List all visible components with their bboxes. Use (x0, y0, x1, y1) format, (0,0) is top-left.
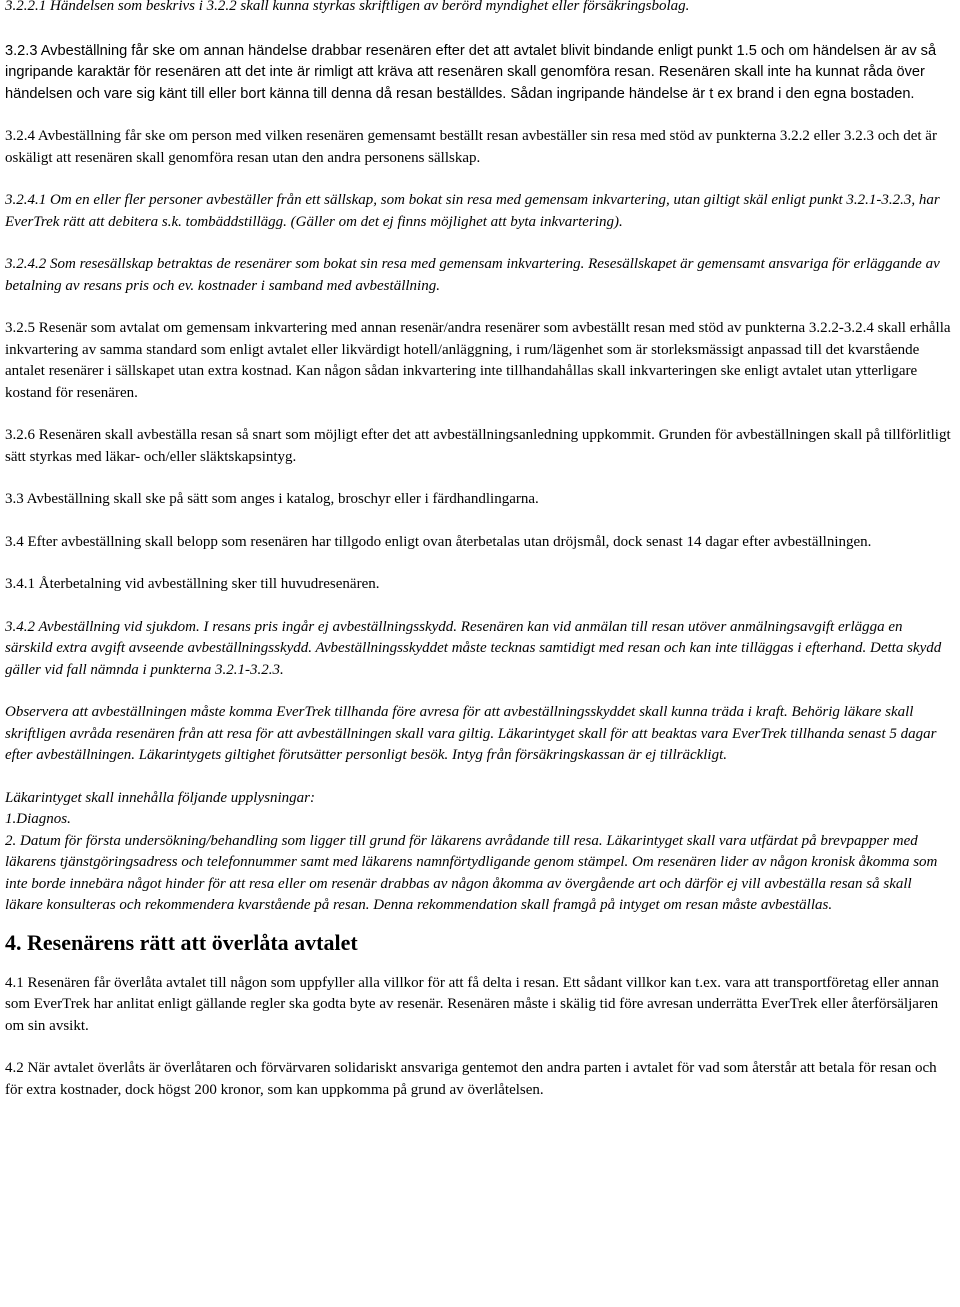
section-heading-4: 4. Resenärens rätt att överlåta avtalet (5, 929, 358, 955)
paragraph-3-4: 3.4 Efter avbeställning skall belopp som resenären har tillgodo enligt ovan återbetalas utan dröjsmål, dock senast 14 dagar efter avbeställningen. (5, 533, 872, 550)
lakarintyg-item-1: 1.Diagnos. (5, 811, 71, 827)
paragraph-4-2: 4.2 När avtalet överlåts är överlåtaren och förvärvaren solidariskt ansvariga gentemot den andra parten i avtalet för vad som återstår att betala för resan och för extra kostnader, dock högst 200 kronor, som kan uppkomma på grund av överlåtelsen. (5, 1060, 937, 1098)
paragraph-3-4-2: 3.4.2 Avbeställning vid sjukdom. I resans pris ingår ej avbeställningsskydd. Resenären kan vid anmälan till resan utöver anmälningsavgift erlägga en särskild extra avgift avseende avbeställningsskydd. Avbeställningsskyddet måste tecknas samtidigt med resan och kan inte tilläggas i efterhand. Detta skydd gäller vid fall nämnda i punkterna 3.2.1-3.2.3. (5, 618, 942, 678)
paragraph-3-3: 3.3 Avbeställning skall ske på sätt som anges i katalog, broschyr eller i färdhandlingarna. (5, 491, 539, 507)
paragraph-3-2-2-1: 3.2.2.1 Händelsen som beskrivs i 3.2.2 skall kunna styrkas skriftligen av berörd myndighet eller försäkringsbolag. (5, 0, 690, 14)
lakarintyg-intro: Läkarintyget skall innehålla följande upplysningar: (5, 789, 315, 806)
paragraph-3-2-4: 3.2.4 Avbeställning får ske om person med vilken resenären gemensamt beställt resan avbeställer sin resa med stöd av punkterna 3.2.2 eller 3.2.3 och det är oskäligt att resenären skall genomföra resan utan den andra personens sällskap. (5, 128, 937, 166)
lakarintyg-block (5, 788, 953, 917)
paragraph-4-1: 4.1 Resenären får överlåta avtalet till någon som uppfyller alla villkor för att få delta i resan. Ett sådant villkor kan t.ex. vara att transportföretag eller annan som EverTrek har anlitat enligt gällande regler ska godta byte av resenär. Resenären måste i skälig tid före avresan underrätta EverTrek eller återförsäljaren om sin avsikt. (5, 974, 939, 1034)
paragraph-3-4-1: 3.4.1 Återbetalning vid avbeställning sker till huvudresenären. (5, 576, 380, 592)
paragraph-3-2-4-2: 3.2.4.2 Som resesällskap betraktas de resenärer som bokat sin resa med gemensam inkvartering. Resesällskapet är gemensamt ansvariga för erläggande av betalning av resans pris och ev. kostnader i samband med avbeställning. (5, 256, 940, 294)
paragraph-3-2-6: 3.2.6 Resenären skall avbeställa resan så snart som möjligt efter det att avbeställningsanledning uppkommit. Grunden för avbeställningen skall på tillförlitligt sätt styrkas med läkar- och/eller släktskapsintyg. (5, 427, 951, 465)
paragraph-3-2-5: 3.2.5 Resenär som avtalat om gemensam inkvartering med annan resenär/andra resenärer som avbeställt resan med stöd av punkterna 3.2.2-3.2.4 skall erhålla inkvartering av samma standard som enligt avtalet eller likvärdigt hotell/anläggning, i rum/lägenhet som är storleksmässigt anpassad till det kvarstående antalet resenärer i sällskapet utan extra kostnad. Kan någon sådan inkvartering inte tillhandahållas skall inkvarteringen ske enligt avtalet utan ytterligare kostand för resenären. (5, 320, 951, 401)
paragraph-3-2-3: 3.2.3 Avbeställning får ske om annan händelse drabbar resenären efter det att avtalet blivit bindande enligt punkt 1.5 och om händelsen är av så ingripande karaktär för resenären att det inte är rimligt att kräva att resenären skall genomföra resan. Resenären skall inte ha kunnat råda över händelsen och vare sig känt till eller bort känna till denna då resan beställdes. Sådan ingripande händelse är t ex brand i den egna bostaden. (5, 42, 937, 102)
paragraph-3-2-4-1: 3.2.4.1 Om en eller fler personer avbeställer från ett sällskap, som bokat sin resa med gemensam inkvartering, utan giltigt skäl enligt punkt 3.2.1-3.2.3, har EverTrek rätt att debitera s.k. tombäddstillägg. (Gäller om det ej finns möjlighet att byta inkvartering). (5, 192, 940, 230)
paragraph-observera: Observera att avbeställningen måste komma EverTrek tillhanda före avresa för att avbeställningsskyddet skall kunna träda i kraft. Behörig läkare skall skriftligen avråda resenären från att resa för att avbeställningen skall vara giltig. Läkarintyget skall för att beaktas vara EverTrek tillhanda senast 5 dagar efter avbeställningen. Läkarintygets giltighet förutsätter personligt besök. Intyg från försäkringskassan är ej tillräckligt. (5, 704, 937, 763)
lakarintyg-item-2: 2. Datum för första undersökning/behandling som ligger till grund för läkarens avrådande till resa. Läkarintyget skall vara utfärdat på brevpapper med läkarens tjänstgöringsadress och telefonnummer samt med läkarens namnförtydligande genom stämpel. Om resenären lider av någon kronisk åkomma som inte borde innebära något hinder för att resa eller om resenär drabbas av någon åkomma av övergående art och därför ej vill avbeställa resan så skall läkare konsulteras och rekommendera kvarstående på resan. Denna rekommendation skall framgå på intyget om resan måste avbeställas. (5, 832, 938, 913)
document-page (5, 0, 953, 1101)
